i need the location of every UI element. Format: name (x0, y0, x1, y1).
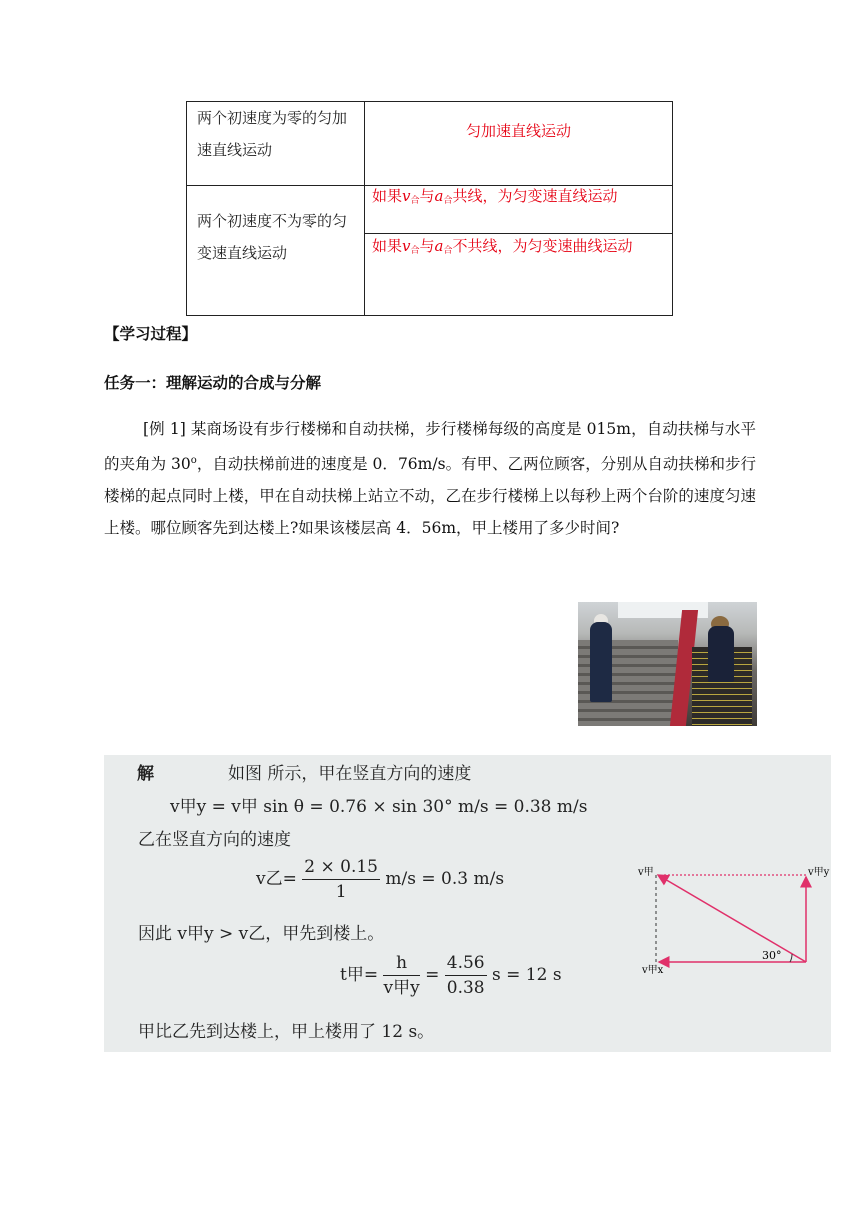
table-cell: 两个初速度不为零的匀变速直线运动 (197, 212, 348, 262)
velocity-diagram (634, 855, 834, 985)
label-vx: v甲x (642, 965, 664, 976)
equation: v乙= $\frac{2 \times 0.15}{1}$ m/s = 0.3 m/s (256, 857, 505, 902)
escalator-photo (578, 602, 757, 726)
equation: v甲y = v甲 sin θ = 0.76 × sin 30° m/s = 0.38 m/s (170, 797, 588, 817)
angle-label: 30° (762, 949, 782, 962)
table-cell: 如果$v_合$与$a_合$共线，为匀变速直线运动 (372, 187, 618, 206)
summary-table (186, 101, 673, 316)
solution-text: 乙在竖直方向的速度 (138, 830, 291, 850)
solution-text: 因此 v甲y > v乙，甲先到楼上。 (138, 924, 385, 944)
solution-text: 甲比乙先到达楼上，甲上楼用了 12 s。 (138, 1022, 435, 1042)
angle-arc (790, 954, 792, 962)
label-vy: v甲y (808, 867, 830, 878)
solution-text: 如图 所示，甲在竖直方向的速度 (228, 764, 472, 784)
solution-box (104, 755, 831, 1052)
solution-label: 解 (137, 764, 154, 784)
label-v: v甲 (638, 867, 654, 878)
table-cell: 匀加速直线运动 (465, 122, 571, 140)
section-heading: 【学习过程】 (104, 325, 198, 343)
table-cell: 两个初速度为零的匀加速直线运动 (197, 109, 348, 159)
table-cell: 如果$v_合$与$a_合$不共线，为匀变速曲线运动 (372, 237, 633, 256)
arrow-v (658, 875, 806, 962)
task-heading: 任务一：理解运动的合成与分解 (104, 374, 322, 392)
equation: t甲= $\frac{h}{\text{v甲y}}$ = $\frac{4.56}{0.38}$ s = 12 s (340, 953, 562, 998)
example-paragraph: [例 1] 某商场设有步行楼梯和自动扶梯，步行楼梯每级的高度是 015m，自动扶梯与水平的夹角为 30$^o$，自动扶梯前进的速度是 0．76m/s。有甲、乙两位顾客，分别从自动扶梯和步行楼梯的起点同时上楼，甲在自动扶梯上站立不动，乙在步行楼梯上以每秒上两个台阶的速度匀速上楼。哪位顾客先到达楼上?如果该楼层高 4．56m，甲上楼用了多少时间? (104, 420, 757, 538)
